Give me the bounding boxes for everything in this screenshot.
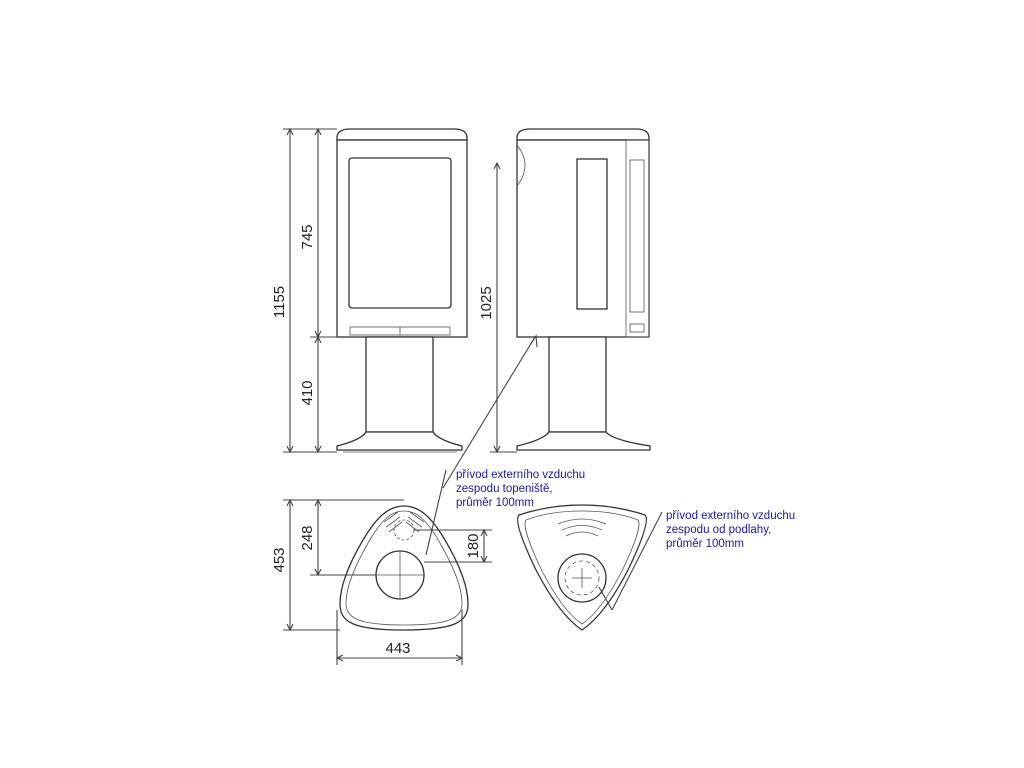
side-pedestal <box>549 337 606 432</box>
plan-view-floor-inlet <box>518 505 647 630</box>
front-view <box>337 129 467 452</box>
svg-text:přívod externího vzduchu: přívod externího vzduchu <box>666 510 796 522</box>
dim-inlet-height: 1025 <box>478 286 495 320</box>
dim-plan-inlet-offset: 180 <box>465 533 482 559</box>
dim-base-height: 410 <box>299 380 316 406</box>
front-pedestal <box>366 337 433 432</box>
note-inlet-from-firebox <box>456 469 585 509</box>
side-window <box>577 159 607 309</box>
svg-text:průměr 100mm: průměr 100mm <box>666 538 744 550</box>
front-base-foot <box>337 432 462 450</box>
front-top-cap <box>337 129 467 140</box>
dim-upper-height: 745 <box>299 224 316 250</box>
side-base-foot <box>517 432 650 450</box>
svg-text:zespodu topeniště,: zespodu topeniště, <box>456 483 553 495</box>
plan-view-firebox-inlet <box>340 506 468 630</box>
front-glass-door <box>349 158 451 308</box>
svg-text:přívod externího vzduchu: přívod externího vzduchu <box>456 469 586 481</box>
note-inlet-from-floor <box>666 510 795 550</box>
side-top-cap <box>517 129 649 140</box>
dim-plan-center-offset: 248 <box>299 525 316 551</box>
dim-plan-depth: 453 <box>271 547 288 573</box>
svg-text:průměr 100mm: průměr 100mm <box>456 497 534 509</box>
dim-total-height: 1155 <box>271 285 288 319</box>
svg-text:zespodu od podlahy,: zespodu od podlahy, <box>666 524 772 536</box>
dim-plan-width: 443 <box>385 640 411 657</box>
side-view <box>517 129 650 450</box>
